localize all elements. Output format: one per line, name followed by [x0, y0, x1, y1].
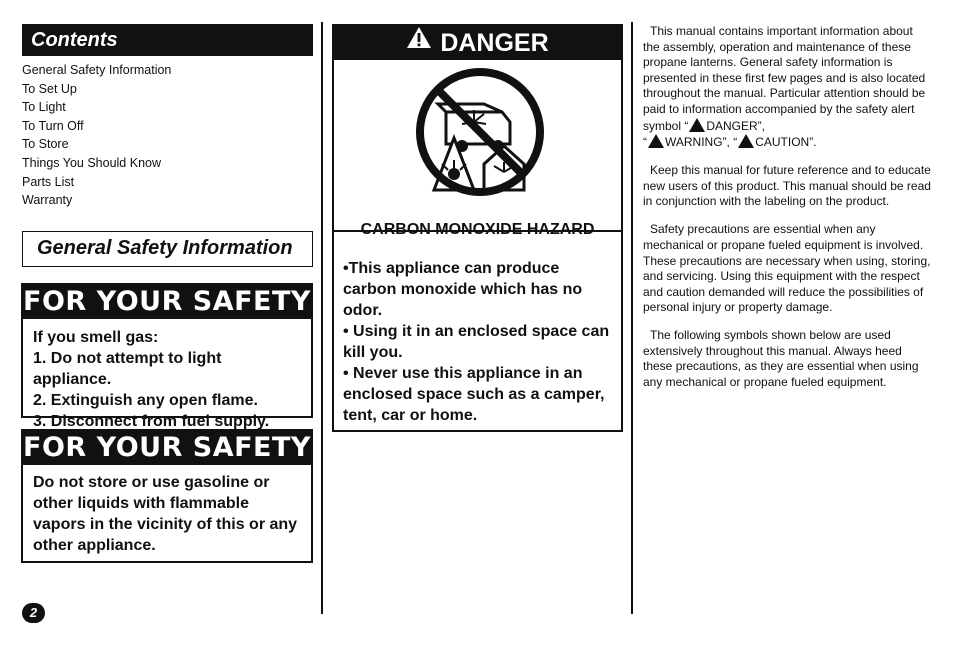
contents-item[interactable]: Parts List [22, 174, 75, 189]
contents-item[interactable]: Warranty [22, 193, 73, 208]
hazard-item: •This appliance can produce carbon monoxide which has no odor. [343, 260, 583, 319]
intro-text [643, 24, 931, 403]
hazard-title: CARBON MONOXIDE HAZARD [360, 221, 595, 238]
column-divider-left [321, 22, 323, 614]
safety-line: If you smell gas: [33, 329, 159, 346]
danger-title: DANGER [440, 29, 549, 57]
no-indoor-use-icon [334, 60, 621, 230]
contents-item[interactable]: To Turn Off [22, 118, 84, 133]
contents-item[interactable]: Things You Should Know [22, 155, 161, 170]
alert-triangle-icon [738, 134, 754, 148]
alert-triangle-icon [648, 134, 664, 148]
safety-box-body [23, 319, 311, 432]
intro-paragraph-3: Safety precautions are essential when any mechanical or propane fueled equipment is involved. These precautions are necessary when using, storing, and servicing. Using this equipment with the respect and caution demanded will reduce the possibilities of personal injury or property damage. [643, 222, 931, 315]
safety-box-gasoline [21, 429, 313, 563]
contents-heading: Contents [22, 24, 313, 56]
intro-paragraph-2: Keep this manual for future reference and to educate new users of this product. This manual should be read in conjunction with the labeling on the product. [643, 163, 931, 209]
safety-box-title: FOR YOUR SAFETY [23, 432, 311, 463]
hazard-item: • Using it in an enclosed space can kill you. [343, 323, 610, 361]
alert-triangle-icon [689, 118, 705, 132]
danger-header [334, 26, 621, 60]
safety-line: 1. Do not attempt to light appliance. [33, 350, 222, 388]
general-safety-heading: General Safety Information [22, 231, 313, 267]
contents-item[interactable]: To Light [22, 100, 66, 115]
contents-list [22, 61, 312, 210]
co-hazard-illustration [334, 60, 621, 232]
safety-box-gas [21, 283, 313, 430]
danger-box [332, 24, 623, 432]
safety-box-title: FOR YOUR SAFETY [23, 286, 311, 317]
contents-item[interactable]: General Safety Information [22, 63, 172, 77]
warning-triangle-icon [406, 24, 432, 58]
intro-paragraph-4: The following symbols shown below are used extensively throughout this manual. Always heed these precautions, as they are essential when using any mechanical or propane fueled equipment. [643, 328, 919, 390]
intro-paragraph-1: This manual contains important information about the assembly, operation and maintenance of these propane lanterns. General safety information is presented in these first few pages and is also located throughout the manual. Particular attention should be paid to information accompanied by the safety alert symbol “! DANGER”, “! WARNING”, “! CAUTION”. [643, 24, 931, 151]
safety-box-body: Do not store or use gasoline or other liquids with flammable vapors in the vicinity of this or any other appliance. [33, 474, 298, 554]
hazard-item: • Never use this appliance in an enclosed space such as a camper, tent, car or home. [343, 365, 605, 424]
contents-item[interactable]: To Store [22, 137, 69, 152]
hazard-list [343, 258, 615, 426]
safety-line: 2. Extinguish any open flame. [33, 392, 258, 409]
contents-item[interactable]: To Set Up [22, 81, 77, 96]
safety-line: 3. Disconnect from fuel supply. [33, 413, 270, 430]
column-divider-right [631, 22, 633, 614]
page-number: 2 [22, 603, 45, 623]
